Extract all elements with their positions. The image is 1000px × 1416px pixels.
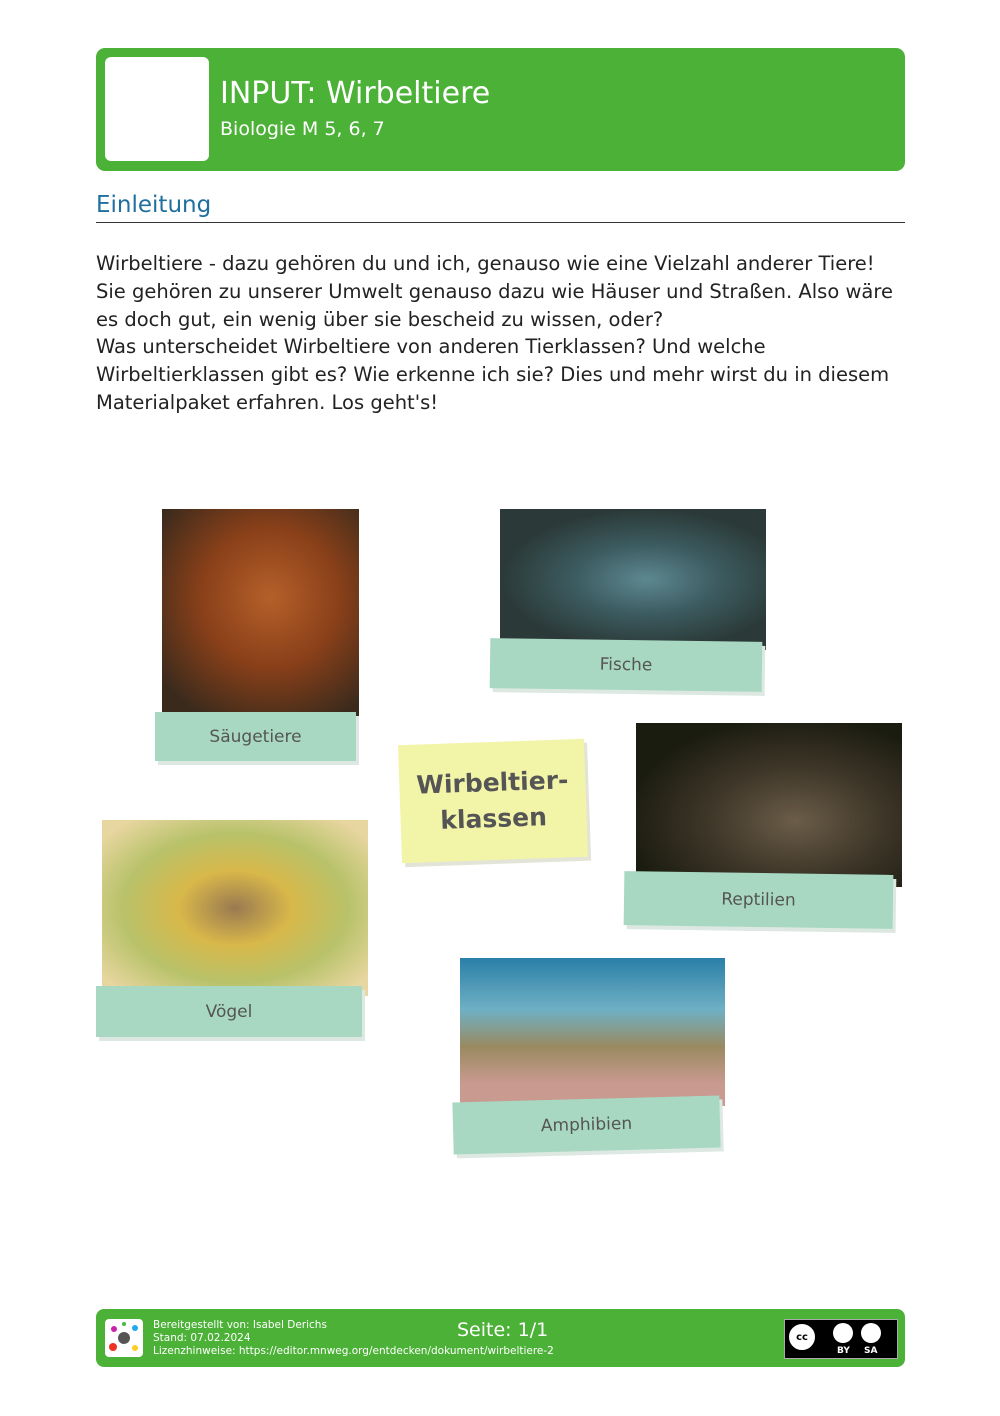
label-amphibien: Amphibien	[452, 1096, 720, 1155]
intro-paragraph-1: Wirbeltiere - dazu gehören du und ich, genauso wie eine Vielzahl anderer Tiere! Sie gehören zu unserer Umwelt genauso dazu wie Häuser und Straßen. Also wäre es doch gut, ein wenig über sie bescheid zu wissen, oder?	[96, 252, 893, 331]
cc-by-label: BY	[837, 1346, 850, 1356]
fish-image	[500, 509, 766, 650]
cc-by-sa-badge	[784, 1319, 898, 1359]
footer-license-link[interactable]: Lizenzhinweise: https://editor.mnweg.org/entdecken/dokument/wirbeltiere-2	[153, 1345, 554, 1357]
footer-date: Stand: 07.02.2024	[153, 1332, 251, 1344]
reptile-image	[636, 723, 902, 887]
wirbeltierklassen-note	[398, 739, 588, 863]
header-banner	[96, 48, 905, 171]
frog-image	[460, 958, 725, 1106]
label-saeugetiere: Säugetiere	[155, 712, 356, 761]
page-number: Seite: 1/1	[457, 1319, 549, 1341]
note-line-2: klassen	[439, 802, 548, 835]
label-reptilien: Reptilien	[624, 871, 894, 929]
section-heading: Einleitung	[96, 192, 905, 223]
bird-image	[102, 820, 368, 996]
cc-icon: cc	[789, 1324, 815, 1350]
page-title: INPUT: Wirbeltiere	[220, 76, 491, 111]
footer-author: Bereitgestellt von: Isabel Derichs	[153, 1319, 327, 1331]
intro-text	[96, 250, 906, 417]
label-fische: Fische	[490, 638, 763, 692]
squirrel-image	[162, 509, 359, 730]
provider-logo-icon	[105, 1319, 143, 1357]
page-subtitle: Biologie M 5, 6, 7	[220, 118, 385, 140]
intro-paragraph-2: Was unterscheidet Wirbeltiere von anderen Tierklassen? Und welche Wirbeltierklassen gibt es? Wie erkenne ich sie? Dies und mehr wirst du in diesem Materialpaket erfahren. Los geht's!	[96, 335, 890, 414]
note-line-1: Wirbeltier-	[415, 765, 569, 800]
logo-placeholder	[105, 57, 209, 161]
sa-icon	[861, 1323, 881, 1343]
label-voegel: Vögel	[96, 986, 362, 1037]
footer-bar	[96, 1309, 905, 1367]
by-icon	[833, 1323, 853, 1343]
cc-sa-label: SA	[864, 1346, 878, 1356]
